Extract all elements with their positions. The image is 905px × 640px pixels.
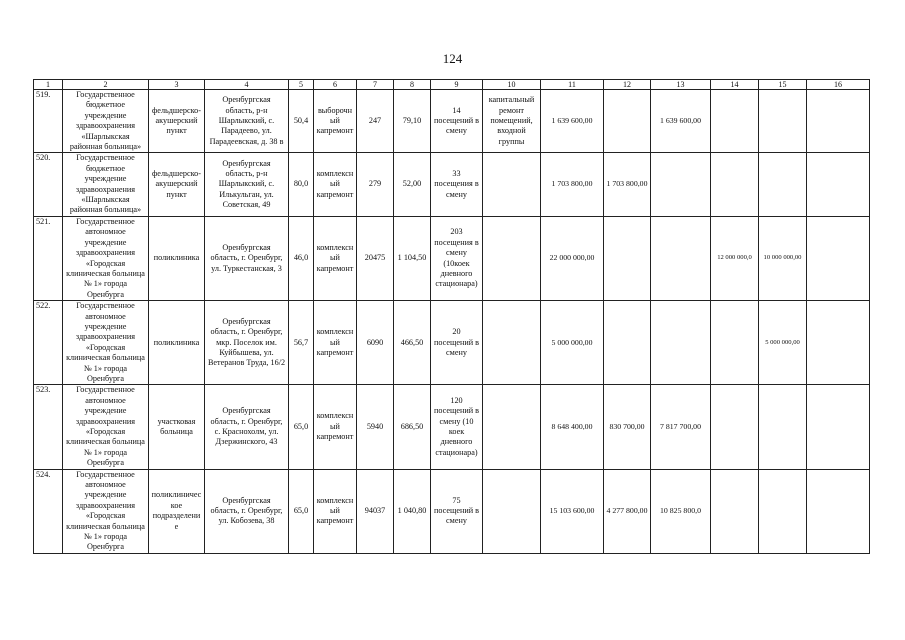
column-header: 15 (759, 80, 807, 90)
work-type: комплексный капремонт (314, 385, 357, 469)
cell-col15 (759, 90, 807, 153)
cell-col15 (759, 153, 807, 216)
table-row (34, 469, 870, 553)
cell-col7: 247 (357, 90, 394, 153)
cell-col7: 6090 (357, 301, 394, 385)
cell-col12: 830 700,00 (604, 385, 651, 469)
total-cost: 22 000 000,00 (541, 216, 604, 300)
cell-col16 (807, 153, 870, 216)
facility-type: участковая больница (149, 385, 205, 469)
address: Оренбургская область, г. Оренбург, мкр. Поселок им. Куйбышева, ул. Ветеранов Труда, 16/2 (205, 301, 289, 385)
area: 46,0 (289, 216, 314, 300)
column-header: 12 (604, 80, 651, 90)
address: Оренбургская область, р-н Шарлыкский, с. Илькульган, ул. Советская, 49 (205, 153, 289, 216)
cell-col10 (483, 469, 541, 553)
row-number: 521. (34, 216, 63, 300)
column-header: 8 (394, 80, 431, 90)
cell-col10 (483, 153, 541, 216)
cell-col10 (483, 301, 541, 385)
cell-col16 (807, 301, 870, 385)
cell-col10 (483, 385, 541, 469)
cell-col7: 5940 (357, 385, 394, 469)
organization-name: Государственное автономное учреждение здравоохранения «Городская клиническая больница № 1» города Оренбурга (63, 385, 149, 469)
area: 50,4 (289, 90, 314, 153)
cell-col15: 5 000 000,00 (759, 301, 807, 385)
work-type: комплексный капремонт (314, 301, 357, 385)
row-number: 519. (34, 90, 63, 153)
page-number: 124 (442, 51, 463, 66)
capacity: 120 посещений в смену (10 коек дневного стационара) (431, 385, 483, 469)
column-header: 6 (314, 80, 357, 90)
work-type: выборочный капремонт (314, 90, 357, 153)
cell-col10 (483, 216, 541, 300)
cell-col13 (651, 301, 711, 385)
column-header: 1 (34, 80, 63, 90)
cell-col14 (711, 90, 759, 153)
work-type: комплексный капремонт (314, 216, 357, 300)
column-header: 10 (483, 80, 541, 90)
cell-col16 (807, 385, 870, 469)
column-header: 14 (711, 80, 759, 90)
facility-type: поликлиника (149, 216, 205, 300)
cell-col14 (711, 301, 759, 385)
facility-type: поликлиническое подразделение (149, 469, 205, 553)
cell-col15 (759, 385, 807, 469)
cell-col8: 79,10 (394, 90, 431, 153)
row-number: 523. (34, 385, 63, 469)
table-row (34, 301, 870, 385)
row-number: 520. (34, 153, 63, 216)
capacity: 75 посещений в смену (431, 469, 483, 553)
cell-col13: 1 639 600,00 (651, 90, 711, 153)
capacity: 33 посещения в смену (431, 153, 483, 216)
cell-col14 (711, 153, 759, 216)
column-header: 5 (289, 80, 314, 90)
cell-col14 (711, 385, 759, 469)
column-header: 2 (63, 80, 149, 90)
organization-name: Государственное автономное учреждение здравоохранения «Городская клиническая больница № 1» города Оренбурга (63, 469, 149, 553)
table-row (34, 153, 870, 216)
organization-name: Государственное автономное учреждение здравоохранения «Городская клиническая больница № 1» города Оренбурга (63, 216, 149, 300)
table-row (34, 216, 870, 300)
cell-col8: 1 040,80 (394, 469, 431, 553)
facility-type: поликлиника (149, 301, 205, 385)
column-header: 9 (431, 80, 483, 90)
address: Оренбургская область, р-н Шарлыкский, с. Парадеево, ул. Парадеевская, д. 38 в (205, 90, 289, 153)
cell-col7: 20475 (357, 216, 394, 300)
total-cost: 5 000 000,00 (541, 301, 604, 385)
address: Оренбургская область, г. Оренбург, с. Краснохолм, ул. Дзержинского, 43 (205, 385, 289, 469)
cell-col15 (759, 469, 807, 553)
area: 80,0 (289, 153, 314, 216)
cell-col8: 52,00 (394, 153, 431, 216)
column-header: 4 (205, 80, 289, 90)
column-number-row (34, 80, 870, 90)
row-number: 524. (34, 469, 63, 553)
area: 65,0 (289, 469, 314, 553)
cell-col7: 279 (357, 153, 394, 216)
registry-table (33, 79, 870, 554)
total-cost: 1 639 600,00 (541, 90, 604, 153)
capacity: 203 посещения в смену (10коек дневного стационара) (431, 216, 483, 300)
table-row (34, 385, 870, 469)
facility-type: фельдшерско-акушерский пункт (149, 153, 205, 216)
cell-col8: 1 104,50 (394, 216, 431, 300)
cell-col16 (807, 216, 870, 300)
cell-col12 (604, 216, 651, 300)
column-header: 13 (651, 80, 711, 90)
column-header: 16 (807, 80, 870, 90)
cell-col13: 10 825 800,0 (651, 469, 711, 553)
cell-col14: 12 000 000,0 (711, 216, 759, 300)
cell-col15: 10 000 000,00 (759, 216, 807, 300)
work-type: комплексный капремонт (314, 469, 357, 553)
address: Оренбургская область, г. Оренбург, ул. Кобозева, 38 (205, 469, 289, 553)
organization-name: Государственное бюджетное учреждение здравоохранения «Шарлыкская районная больница» (63, 153, 149, 216)
cell-col13 (651, 216, 711, 300)
total-cost: 8 648 400,00 (541, 385, 604, 469)
cell-col8: 466,50 (394, 301, 431, 385)
organization-name: Государственное автономное учреждение здравоохранения «Городская клиническая больница № 1» города Оренбурга (63, 301, 149, 385)
column-header: 11 (541, 80, 604, 90)
cell-col16 (807, 469, 870, 553)
cell-col12: 4 277 800,00 (604, 469, 651, 553)
work-type: комплексный капремонт (314, 153, 357, 216)
cell-col13 (651, 153, 711, 216)
facility-type: фельдшерско-акушерский пункт (149, 90, 205, 153)
capacity: 20 посещений в смену (431, 301, 483, 385)
area: 65,0 (289, 385, 314, 469)
cell-col14 (711, 469, 759, 553)
column-header: 3 (149, 80, 205, 90)
table-row (34, 90, 870, 153)
cell-col7: 94037 (357, 469, 394, 553)
cell-col12 (604, 90, 651, 153)
cell-col12 (604, 301, 651, 385)
area: 56,7 (289, 301, 314, 385)
address: Оренбургская область, г. Оренбург, ул. Туркестанская, 3 (205, 216, 289, 300)
cell-col8: 686,50 (394, 385, 431, 469)
total-cost: 1 703 800,00 (541, 153, 604, 216)
organization-name: Государственное бюджетное учреждение здравоохранения «Шарлыкская районная больница» (63, 90, 149, 153)
total-cost: 15 103 600,00 (541, 469, 604, 553)
cell-col10: капитальный ремонт помещений, входной группы (483, 90, 541, 153)
cell-col16 (807, 90, 870, 153)
column-header: 7 (357, 80, 394, 90)
cell-col13: 7 817 700,00 (651, 385, 711, 469)
capacity: 14 посещений в смену (431, 90, 483, 153)
row-number: 522. (34, 301, 63, 385)
cell-col12: 1 703 800,00 (604, 153, 651, 216)
